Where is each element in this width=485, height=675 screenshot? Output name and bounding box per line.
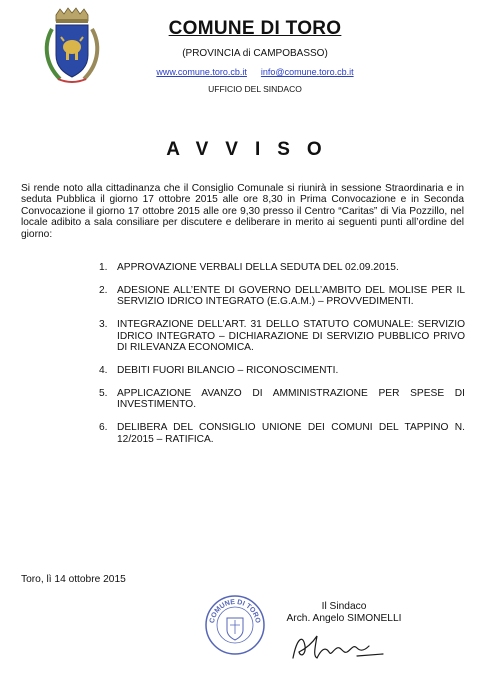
agenda-item-number: 2. (99, 284, 108, 296)
official-stamp (204, 594, 266, 656)
stamp-text: COMUNE DI TORO (209, 598, 262, 624)
issue-date: Toro, lì 14 ottobre 2015 (21, 574, 126, 585)
agenda-item (99, 388, 465, 411)
mayor-block (274, 601, 414, 624)
agenda-item (99, 422, 465, 445)
agenda-item (99, 285, 465, 308)
agenda-item-number: 4. (99, 364, 108, 376)
mayor-role: Il Sindaco (321, 601, 367, 612)
agenda-item-text: DEBITI FUORI BILANCIO – RICONOSCIMENTI. (117, 364, 339, 376)
agenda-item-number: 5. (99, 387, 108, 399)
agenda-item (99, 262, 465, 273)
notice-heading: AVVISO (166, 139, 339, 160)
letterhead (120, 18, 390, 94)
office-line: UFFICIO DEL SINDACO (208, 84, 302, 94)
agenda-item (99, 319, 465, 353)
agenda-item-text: ADESIONE ALL’ENTE DI GOVERNO DELL’AMBITO DEL MOLISE PER IL SERVIZIO IDRICO INTEGRATO (E.G.A.M.) – PROVVEDIMENTI. (117, 284, 465, 308)
agenda-item-text: DELIBERA DEL CONSIGLIO UNIONE DEI COMUNI DEL TAPPINO N. 12/2015 – RATIFICA. (117, 422, 465, 445)
mayor-name: Arch. Angelo SIMONELLI (286, 612, 402, 624)
handwritten-signature (287, 628, 387, 664)
email-link[interactable]: info@comune.toro.cb.it (260, 67, 354, 77)
agenda-item-number: 6. (99, 422, 108, 434)
contact-links (120, 67, 390, 77)
coat-of-arms-logo (42, 7, 102, 89)
agenda-item-text: APPLICAZIONE AVANZO DI AMMINISTRAZIONE PER SPESE DI INVESTIMENTO. (117, 387, 465, 411)
agenda-item-text: APPROVAZIONE VERBALI DELLA SEDUTA DEL 02.09.2015. (117, 262, 399, 273)
province-line: (PROVINCIA di CAMPOBASSO) (182, 48, 328, 59)
website-link[interactable]: www.comune.toro.cb.it (156, 67, 247, 77)
agenda-item-number: 3. (99, 319, 108, 331)
agenda-list (99, 262, 465, 456)
agenda-item-text: INTEGRAZIONE DELL’ART. 31 DELLO STATUTO COMUNALE: SERVIZIO IDRICO INTEGRATO – DICHIARAZIONE DI SERVIZIO PUBBLICO PRIVO DI RILEVANZA ECONOMICA. (117, 319, 465, 354)
municipality-title: COMUNE DI TORO (168, 18, 342, 39)
agenda-item-number: 1. (99, 262, 108, 273)
agenda-item (99, 365, 465, 376)
notice-intro: Si rende noto alla cittadinanza che il Consiglio Comunale si riunirà in sessione Straordinaria e in seduta Pubblica il giorno 17 ottobre 2015 alle ore 8,30 in Prima Convocazione e in Seconda Convocazione il giorno 17 ottobre 2015 alle ore 9,30 presso il Centro “Caritas” di Via Pozzillo, nel locale adibito a sala consiliare per discutere e deliberare in merito ai seguenti punti all’ordine del giorno: (21, 183, 464, 240)
